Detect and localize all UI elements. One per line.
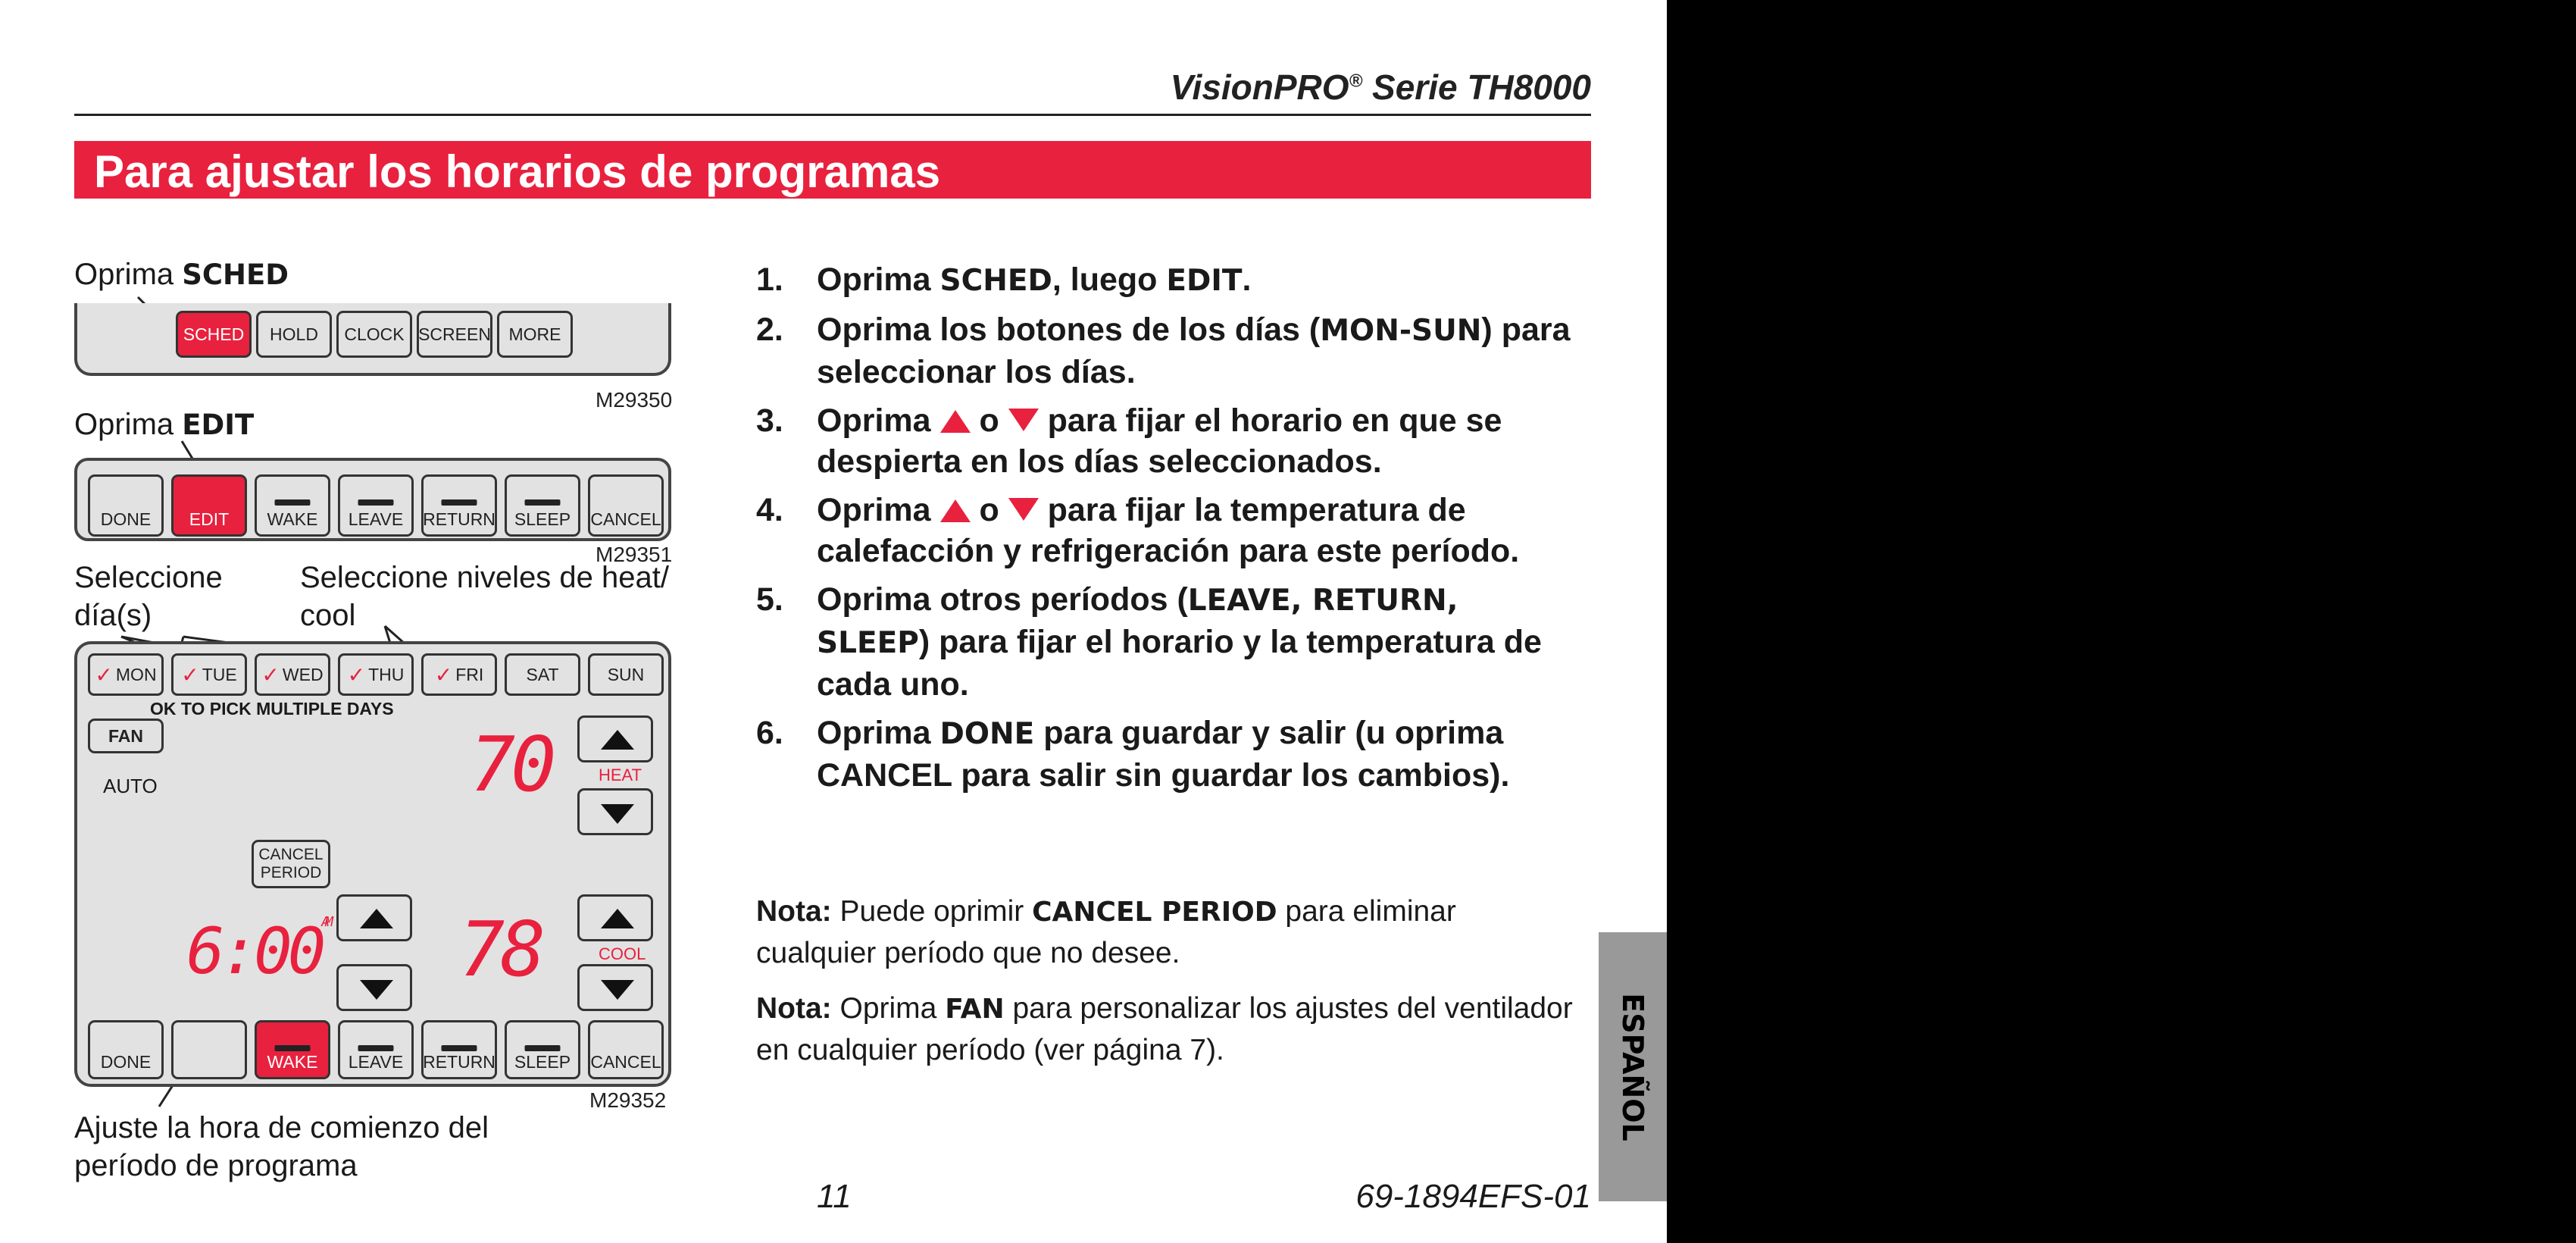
period-bar — [442, 499, 477, 506]
button-label: LEAVE — [348, 1052, 404, 1072]
period-bar — [442, 1045, 477, 1051]
label-key: SCHED — [182, 258, 289, 291]
text: para fijar el horario en que se despierta en los días seleccionados. — [817, 402, 1502, 480]
edit-button[interactable] — [171, 474, 247, 537]
note-1 — [756, 891, 1574, 974]
product-series: Serie TH8000 — [1362, 67, 1591, 107]
done-button[interactable] — [88, 1020, 164, 1079]
day-thu-button[interactable] — [338, 653, 414, 696]
step-text — [817, 309, 1574, 393]
key: CANCEL PERIOD — [1032, 897, 1277, 928]
text: ) para seleccionar los días. — [817, 312, 1571, 390]
registered-mark: ® — [1349, 70, 1363, 92]
button-label: SLEEP — [514, 1052, 571, 1072]
button-label: EDIT — [189, 509, 230, 529]
thermostat-panel-1 — [74, 303, 671, 376]
day-sun-button[interactable] — [588, 653, 664, 696]
done-button[interactable] — [88, 474, 164, 537]
cool-down-button[interactable] — [577, 964, 653, 1011]
check-icon: ✓ — [434, 662, 453, 687]
diagram2-code: M29351 — [596, 543, 673, 566]
note-2 — [756, 988, 1574, 1071]
product-name: VisionPRO — [1170, 67, 1349, 107]
text: para fijar la temperatura de calefacción y refrigeración para este período. — [817, 492, 1520, 569]
heat-up-button[interactable] — [577, 715, 653, 762]
step-text — [817, 579, 1574, 705]
steps-list — [756, 259, 1574, 803]
sched-button[interactable]: SCHED — [176, 311, 252, 358]
button-label: WAKE — [267, 509, 318, 529]
more-button[interactable]: MORE — [497, 311, 573, 358]
time-down-button[interactable] — [336, 964, 412, 1011]
callout-levels-line1: Seleccione niveles de heat/ — [300, 561, 669, 594]
button-label: CANCEL — [590, 509, 661, 529]
step-1 — [756, 259, 1574, 302]
clock-button[interactable]: CLOCK — [336, 311, 412, 358]
up-arrow-icon — [360, 909, 393, 928]
down-arrow-icon — [1008, 498, 1039, 521]
text: Oprima — [817, 492, 940, 528]
period-bar — [358, 499, 394, 506]
step-number: 1. — [756, 261, 783, 298]
text: , luego — [1052, 261, 1167, 298]
leave-button[interactable] — [338, 474, 414, 537]
label-prefix: Oprima — [74, 408, 183, 441]
cancel-period-button[interactable] — [252, 840, 330, 888]
check-icon: ✓ — [347, 662, 366, 687]
up-arrow-icon — [940, 499, 971, 522]
label-prefix: Oprima — [74, 258, 183, 291]
language-tab-label: ESPAÑOL — [1616, 992, 1649, 1141]
down-arrow-icon — [1008, 409, 1039, 431]
text: . — [1242, 261, 1252, 298]
note-label: Nota: — [756, 895, 832, 928]
up-arrow-icon — [940, 410, 971, 433]
button-label: WAKE — [267, 1052, 318, 1072]
day-label: SAT — [526, 664, 559, 684]
down-arrow-icon — [360, 980, 393, 1000]
up-arrow-icon — [601, 730, 634, 750]
button-label: CANCEL — [590, 1052, 661, 1072]
cool-up-button[interactable] — [577, 894, 653, 941]
text: Oprima otros períodos ( — [817, 581, 1188, 618]
wake-button[interactable] — [255, 474, 330, 537]
key: EDIT — [1166, 264, 1243, 298]
step-number: 6. — [756, 715, 783, 751]
step-text — [817, 259, 1251, 302]
caption-line1: Ajuste la hora de comienzo del — [74, 1111, 489, 1144]
diagram3-code: M29352 — [589, 1088, 667, 1112]
step-5 — [756, 579, 1574, 705]
note-label: Nota: — [756, 992, 832, 1025]
callout-levels-line2: cool — [300, 599, 356, 632]
day-wed-button[interactable] — [255, 653, 330, 696]
text: o — [970, 492, 1008, 528]
day-label: WED — [282, 664, 324, 684]
wake-button[interactable] — [255, 1020, 330, 1079]
time-value: 6:00 — [186, 914, 322, 988]
button-label: DONE — [100, 1052, 152, 1072]
text: Oprima — [817, 261, 940, 298]
step-number: 2. — [756, 312, 783, 348]
return-button[interactable] — [421, 1020, 497, 1079]
button-label: SLEEP — [514, 509, 571, 529]
screen-button[interactable]: SCREEN — [417, 311, 492, 358]
document-code: 69-1894EFS-01 — [1355, 1178, 1591, 1215]
ampm-indicator: AM — [321, 914, 329, 930]
step-number: 3. — [756, 402, 783, 439]
time-up-button[interactable] — [336, 894, 412, 941]
hold-button[interactable]: HOLD — [256, 311, 332, 358]
text: Puede oprimir — [831, 895, 1033, 928]
label-key: EDIT — [182, 409, 255, 441]
blank-button[interactable] — [171, 1020, 247, 1079]
day-label: SUN — [607, 664, 645, 684]
text: Oprima — [817, 402, 940, 439]
text: para eliminar cualquier período que no desee. — [756, 895, 1456, 969]
step-number: 4. — [756, 492, 783, 528]
text: Oprima los botones de los días ( — [817, 312, 1321, 348]
section-title: Para ajustar los horarios de programas — [94, 146, 941, 197]
diagram1-code: M29350 — [596, 388, 673, 412]
step-text — [817, 400, 1574, 482]
period-bar — [275, 1045, 311, 1051]
caption-line2: período de programa — [74, 1149, 358, 1182]
heat-setpoint: 70 — [470, 720, 552, 809]
day-sat-button[interactable] — [505, 653, 580, 696]
step-text — [817, 490, 1574, 571]
button-label-line1: CANCEL — [258, 846, 324, 863]
cancel-button[interactable] — [588, 1020, 664, 1079]
step-2 — [756, 309, 1574, 393]
key: SCHED — [939, 264, 1052, 298]
period-bar — [525, 1045, 561, 1051]
sleep-button[interactable] — [505, 1020, 580, 1079]
fan-mode-value: AUTO — [103, 775, 158, 797]
heat-label: HEAT — [599, 766, 642, 784]
button-label: DONE — [100, 509, 152, 529]
text: ) para fijar el horario y la temperatura de cada uno. — [817, 624, 1542, 703]
text: Oprima — [831, 992, 946, 1025]
step-4 — [756, 490, 1574, 571]
step-3 — [756, 400, 1574, 482]
text: Oprima — [817, 715, 940, 751]
cool-setpoint: 78 — [459, 905, 542, 994]
button-label-line2: PERIOD — [260, 864, 322, 881]
period-bar — [525, 499, 561, 506]
key: DONE — [939, 717, 1035, 751]
down-arrow-icon — [601, 804, 634, 824]
day-mon-button[interactable] — [88, 653, 164, 696]
step-text — [817, 712, 1574, 796]
leave-button[interactable] — [338, 1020, 414, 1079]
check-icon: ✓ — [261, 662, 280, 687]
return-button[interactable] — [421, 474, 497, 537]
up-arrow-icon — [601, 909, 634, 928]
text: para personalizar los ajustes del ventilador en cualquier período (ver página 7). — [756, 992, 1573, 1066]
text: o — [970, 402, 1008, 439]
button-label: LEAVE — [348, 509, 404, 529]
page-number: 11 — [817, 1178, 852, 1215]
text: para guardar y salir (u oprima CANCEL para salir sin guardar los cambios). — [817, 715, 1510, 794]
time-display — [186, 914, 329, 988]
button-label: RETURN — [423, 509, 496, 529]
callout-days-line2: día(s) — [74, 599, 152, 632]
diagram2-label — [74, 408, 254, 442]
day-label: MON — [115, 664, 157, 684]
step-number: 5. — [756, 581, 783, 618]
multi-days-hint: OK TO PICK MULTIPLE DAYS — [150, 699, 394, 719]
check-icon: ✓ — [181, 662, 199, 687]
period-bar — [275, 499, 311, 506]
check-icon: ✓ — [95, 662, 113, 687]
sleep-button[interactable] — [505, 474, 580, 537]
day-tue-button[interactable] — [171, 653, 247, 696]
key: FAN — [945, 994, 1005, 1025]
day-label: TUE — [202, 664, 237, 684]
day-label: FRI — [455, 664, 484, 684]
day-fri-button[interactable] — [421, 653, 497, 696]
day-label: THU — [368, 664, 405, 684]
key: MON-SUN — [1320, 314, 1482, 348]
callout-days-line1: Seleccione — [74, 561, 223, 594]
heat-down-button[interactable] — [577, 788, 653, 835]
button-label: RETURN — [423, 1052, 496, 1072]
cool-label: COOL — [599, 944, 646, 963]
cancel-button[interactable] — [588, 474, 664, 537]
fan-button[interactable]: FAN — [88, 719, 164, 753]
thermostat-panel-2 — [74, 458, 671, 541]
period-bar — [358, 1045, 394, 1051]
down-arrow-icon — [601, 980, 634, 1000]
page-margin-black — [1667, 0, 2576, 1243]
key: LEAVE, RETURN, SLEEP — [817, 584, 1458, 660]
step-6 — [756, 712, 1574, 796]
